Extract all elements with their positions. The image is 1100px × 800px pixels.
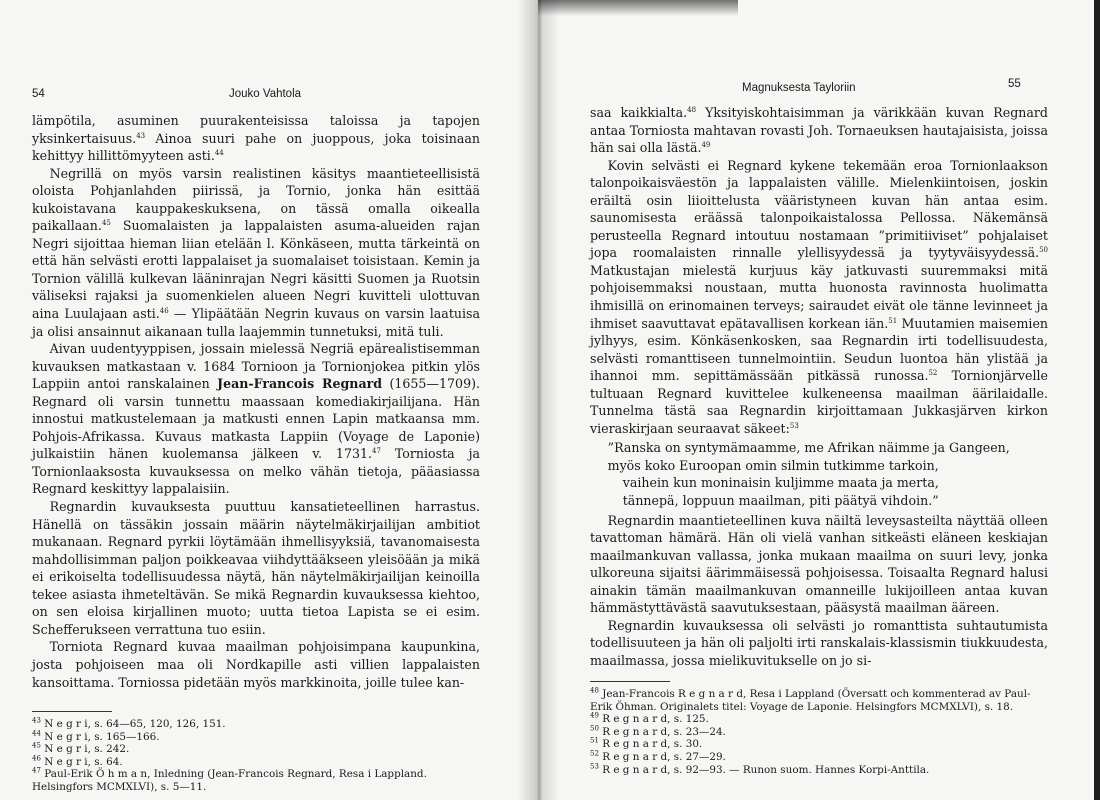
text-run: Regnardin maantieteellinen kuva näiltä leveysasteilta näyttää olleen tavattoman hämärä. Hän oli vielä vanhan sitkeästi eläneen keskiajan maailmankuvan vallassa, jonka mukaan maailma on suuri levy, jonka ulkoreuna sijaitsi äärimmäisessä pohjoisessa. Toisaalta Regnard halusi ainakin tämän maailmankuvan omanneille lukijoilleen antaa kuvan hämmästyttävästä saavutuksestaan, pääsystä maailman ääreen. <box>590 512 1048 616</box>
footnote-ref: 52 <box>928 369 938 378</box>
footnote-ref: 47 <box>372 447 381 456</box>
footnote-number: 44 <box>32 729 41 738</box>
text-run: Torniota Regnard kuvaa maailman pohjoisimpana kaupunkina, josta pohjoiseen maa oli Nordkapille asti villien lappalaisten kansoittama. Torniossa pidetään myös markkinoita, joille tulee kan- <box>32 639 480 690</box>
text-run: Yksityiskohtaisimman ja värikkään kuvan Regnard antaa Torniosta mahtavan rovasti Joh. Tornaeuksen hautajaisista, joissa hän sai olla lästä. <box>590 105 1048 156</box>
poem-line: vaihein kun moninaisin kuljimme maata ja merta, <box>622 475 939 491</box>
text-run: Regnardin kuvauksesta puuttuu kansatieteellinen harrastus. Hänellä on tässäkin jossain määrin näytelmäkirjailijan ambitiot mukanaan. Regnard pyrkii löytämään ihmellisyyksiä, tavanomaisesta mahdollisimman paljon poikkeavaa viihdyttääkseen yleisöään ja mikä ei erikoiselta todellisuudessa näytä, hän näytelmäkirjailijan keinoilla tekee asiasta ihmeteltävän. Se mikä Regnardin kuvauksessa kiehtoo, on sen eloisa kirjallinen muoto; uutta tietoa Lapista se ei esim. Schefferukseen verrattuna tuo esiin. <box>32 499 480 637</box>
footnote-text: N e g r i, s. 242. <box>40 743 130 756</box>
text-run: lämpötila, asuminen puurakenteisissa taloissa ja tapojen yksinkertaisuus. <box>32 113 480 146</box>
text-run: Kovin selvästi ei Regnard kykene tekemään eroa Tornionlaakson talonpoikaisväestön ja lappalaisten välille. Mielenkiintoisen, joskin eräiltä osin liioittelusta vääristyneen kuvan hän antaa esim. saunomisesta eräässä talonpoikaistalossa Pellossa. Näkemänsä perusteella Regnard intoutuu nostamaan ”primitiiviset” pohjalaiset jopa roomalaisten rinnalle ylellisyydessä ja tyytyväisyydessä. <box>590 157 1048 261</box>
text-run: — Ylipäätään Negrin kuvaus on varsin laatuisa ja olisi ansainnut aikanaan tulla laajemmin tunnetuksi, mitä tuli. <box>32 306 480 339</box>
footnote <box>32 731 482 744</box>
poem-line: myös koko Euroopan omin silmin tutkimme tarkoin, <box>607 457 939 473</box>
footnote-ref: 48 <box>687 105 697 114</box>
footnote-text: R e g n a r d, s. 23—24. <box>598 725 726 738</box>
text-run: (1655—1709). Regnard oli varsin tunnettu maassaan komediakirjailijana. Hän innostui matkustelemaan ja matkusti ennen Lapin matkaansa mm. Pohjois-Afrikassa. Kuvaus matkasta Lappiin (Voyage de Laponie) julkaistiin hänen kuolemansa jälkeen v. 1731. <box>32 376 480 462</box>
footnote-number: 47 <box>32 766 41 775</box>
footnote <box>590 764 1046 777</box>
right-page <box>538 0 1100 800</box>
footnote <box>590 751 1046 764</box>
text-run: saa kaikkialta. <box>590 105 688 120</box>
footnote-text: N e g r i, s. 64. <box>40 755 123 768</box>
footnote-rule-right <box>590 681 670 682</box>
paragraph <box>590 617 1048 670</box>
footnote <box>590 713 1046 726</box>
footnote-number: 52 <box>590 749 599 758</box>
footnote-ref: 44 <box>214 148 224 157</box>
footnote-ref: 53 <box>789 421 799 430</box>
footnote-text: R e g n a r d, s. 30. <box>598 738 703 751</box>
footnote-number: 48 <box>590 686 599 695</box>
poem-line: ”Ranska on syntymämaamme, me Afrikan näimme ja Gangeen, <box>607 440 1010 456</box>
footnote-number: 43 <box>32 716 41 725</box>
paragraph <box>32 112 480 165</box>
footnote-text: N e g r i, s. 64—65, 120, 126, 151. <box>40 718 226 730</box>
footnote <box>32 768 482 793</box>
footnote-number: 45 <box>32 741 41 750</box>
footnote-text: R e g n a r d, s. 27—29. <box>598 750 726 763</box>
footnote-ref: 45 <box>101 219 111 228</box>
footnote-number: 53 <box>590 762 599 771</box>
paragraph <box>32 165 480 340</box>
footnote-ref: 46 <box>159 306 169 315</box>
right-body-text <box>590 104 1048 670</box>
running-head-left: Jouko Vahtola <box>229 88 302 100</box>
text-run: Torniosta ja Tornionlaaksosta kuvauksessa on melko vähän tietoja, pääasiassa Regnard keskittyy lappalaisiin. <box>32 446 480 497</box>
footnote <box>590 738 1046 751</box>
footnote-ref: 43 <box>136 131 146 140</box>
poem-line: tännepä, loppuun maailman, piti päätyä vihdoin.” <box>622 493 939 509</box>
page-number-right: 55 <box>1008 78 1021 90</box>
paragraph <box>32 340 480 498</box>
footnote-rule-left <box>32 711 112 712</box>
text-run: Tornionjärvelle tultuaan Regnard kuvittelee kulkeneensa maailman äärilaidalle. Tunnelma tästä saa Regnardin kirjoittamaan Jukkasjärven kirkon vieraskirjaan seuraavat säkeet: <box>590 368 1048 436</box>
text-run: Suomalaisten ja lappalaisten asuma-alueiden rajan Negri sijoittaa hieman liian etelään l. Könkäseen, mutta tärkeintä on että hän selvästi erotti lappalaiset ja suomalaiset toisistaan. Kemin ja Tornion välillä kulkevan lääninrajan Negri käsitti Suomen ja Ruotsin väliseksi rajaksi ja suomenkielen alueen Negri kuvitteli ulottuvan aina Luulajaan asti. <box>32 218 480 322</box>
paragraph <box>32 498 480 638</box>
footnote-text: R e g n a r d, s. 92—93. — Runon suom. Hannes Korpi-Anttila. <box>598 763 930 776</box>
left-page <box>0 0 538 800</box>
footnote-number: 51 <box>590 736 599 745</box>
footnote-text: R e g n a r d, s. 125. <box>598 713 709 726</box>
footnote <box>32 718 482 731</box>
paragraph <box>590 157 1048 438</box>
footnote-ref: 51 <box>888 316 898 325</box>
left-body-text <box>32 112 480 691</box>
left-footnotes <box>32 718 482 794</box>
footnote-number: 50 <box>590 724 599 733</box>
text-run: Ainoa suuri pahe on juoppous, joka toisinaan kehittyy hillittömyyteen asti. <box>32 130 480 164</box>
text-run: Matkustajan mielestä kurjuus käy jatkuvasti suuremmaksi mitä pohjoisemmaksi noustaan, mutta huonosta ravinnosta huolimatta ihmisillä on erinomainen terveys; sairaudet eivät ole tänne levinneet ja ihmiset saavuttavat epätavallisen korkean iän. <box>590 262 1048 331</box>
footnote-text: Paul-Erik Ö h m a n, Inledning (Jean-Francois Regnard, Resa i Lappland. Helsingfors MCMXLVI), s. 5—11. <box>32 768 427 793</box>
text-run: Negrillä on myös varsin realistinen käsitys maantieteellisistä oloista Pohjanlahden piirissä, ja Tornio, jonka hän esittää kukoistavana kauppakeskuksena, on tässä omalla oikealla paikallaan. <box>32 165 480 234</box>
bold-name: Jean-Francois Regnard <box>217 376 383 392</box>
paragraph <box>590 104 1048 157</box>
footnote <box>590 726 1046 739</box>
footnote-text: N e g r i, s. 165—166. <box>40 730 160 743</box>
footnote <box>590 688 1046 713</box>
footnote-ref: 49 <box>701 140 711 149</box>
footnote-number: 46 <box>32 754 41 763</box>
text-run: Regnardin kuvauksessa oli selvästi jo romanttista suhtautumista todellisuuteen ja hän oli paljolti irti ranskalais-klassismin tiukkuudesta, maailmassa, jossa mielikuvitukselle on jo si- <box>590 617 1048 668</box>
text-run: Aivan uudentyyppisen, jossain mielessä Negriä epärealistisemman kuvauksen matkastaan v. 1684 Tornioon ja Tornionjokea pitkin ylös Lappiin antoi ranskalainen <box>32 341 480 392</box>
page-edge-shadow <box>1094 0 1100 800</box>
poem-quote <box>590 439 1048 509</box>
footnote-text: Jean-Francois R e g n a r d, Resa i Lappland (Översatt och kommenterad av Paul-Erik Öhman. Originalets titel: Voyage de Laponie. Helsingfors MCMXLVI), s. 18. <box>590 688 1031 713</box>
footnote-number: 49 <box>590 711 599 720</box>
footnote <box>32 743 482 756</box>
paragraph <box>32 638 480 691</box>
text-run: Muutamien maisemien jylhyys, esim. Könkäsenkosken, saa Regnardin irti todellisuudesta, selvästi romanttiseen tunnelmointiin. Seudun luontoa hän ylistää ja ihannoi mm. sepittämässään pitkässä runossa. <box>590 315 1049 384</box>
page-number-left: 54 <box>32 88 45 100</box>
paragraph <box>590 512 1048 617</box>
footnote-ref: 50 <box>1039 246 1048 255</box>
right-footnotes <box>590 688 1046 776</box>
footnote <box>32 756 482 769</box>
running-head-right: Magnuksesta Tayloriin <box>742 82 856 94</box>
page-top-shadow <box>538 0 738 16</box>
